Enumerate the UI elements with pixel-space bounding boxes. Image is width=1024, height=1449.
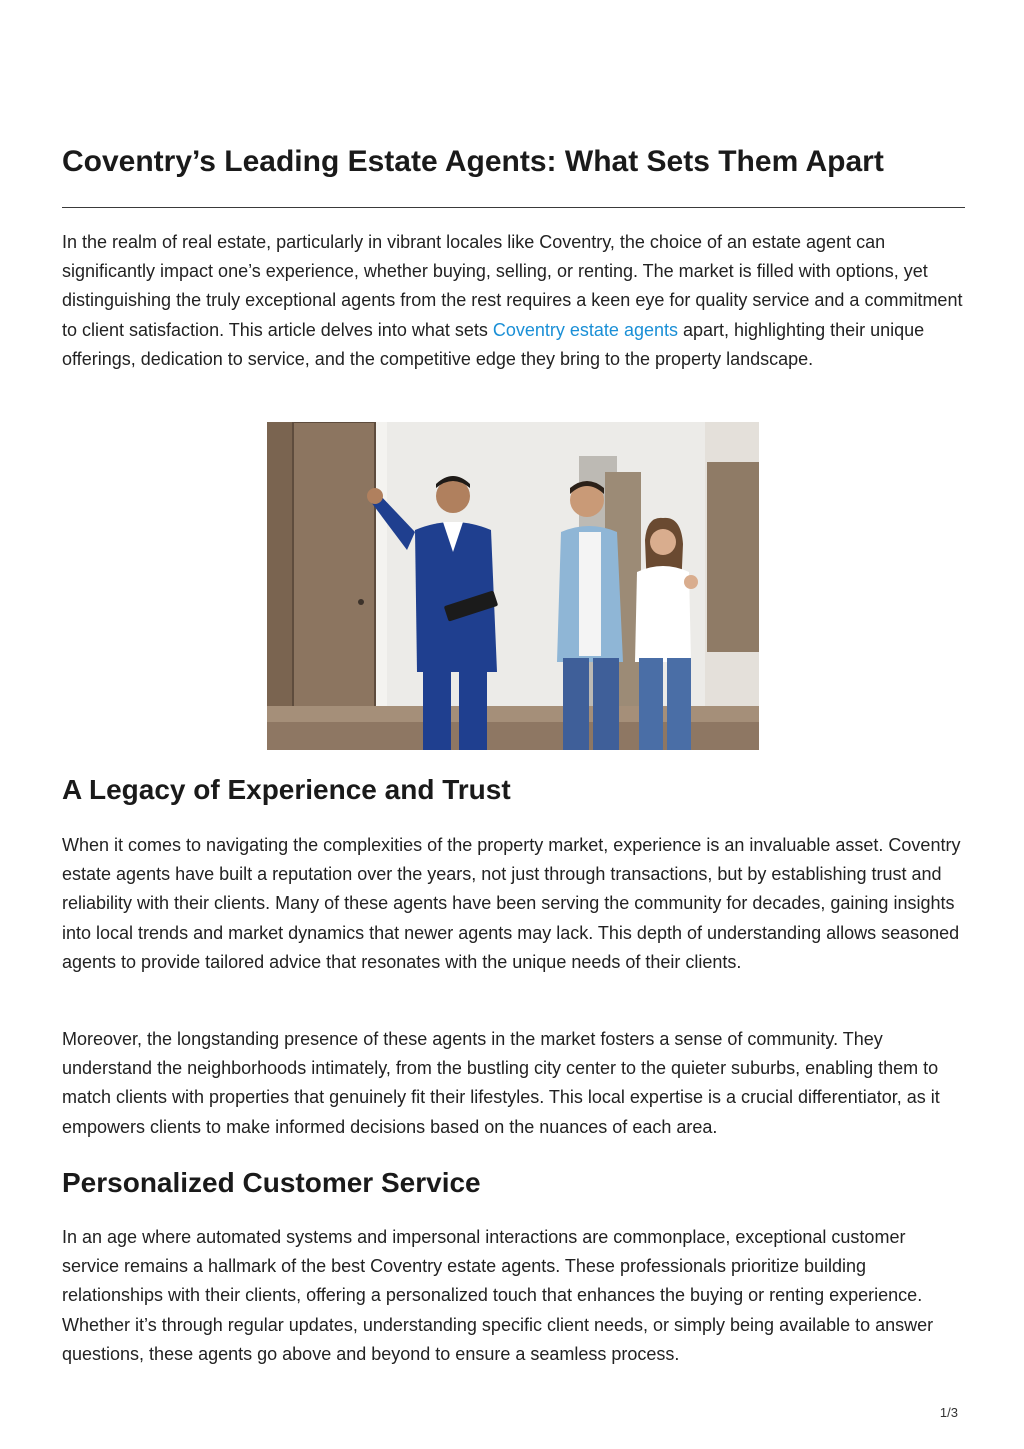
section-paragraph: When it comes to navigating the complexities of the property market, experience is an invaluable asset. Coventry estate agents have built a reputation over the years, not just through transactions, but by establishing trust and reliability with their clients. Many of these agents have been serving the community for decades, gaining insights into local trends and market dynamics that newer agents may lack. This depth of understanding allows seasoned agents to provide tailored advice that resonates with the unique needs of their clients. bbox=[62, 835, 961, 972]
intro-paragraph bbox=[62, 228, 965, 374]
title-divider bbox=[62, 207, 965, 208]
section-heading-service: Personalized Customer Service bbox=[62, 1167, 481, 1198]
page-title: Coventry’s Leading Estate Agents: What Sets Them Apart bbox=[62, 145, 884, 178]
section-paragraph: Moreover, the longstanding presence of these agents in the market fosters a sense of community. They understand the neighborhoods intimately, from the bustling city center to the quieter suburbs, enabling them to match clients with properties that genuinely fit their lifestyles. This local expertise is a crucial differentiator, as it empowers clients to make informed decisions based on the nuances of each area. bbox=[62, 1029, 940, 1137]
intro-text-before: In the realm of real estate, particularly in vibrant locales like Coventry, the choice of an estate agent can significantly impact one’s experience, whether buying, selling, or renting. The market is filled with options, yet distinguishing the truly exceptional agents from the rest requires a keen eye for quality service and a commitment to client satisfaction. This article delves into what sets bbox=[62, 232, 963, 340]
coventry-estate-agents-link[interactable]: Coventry estate agents bbox=[492, 319, 678, 340]
intro-text-after: apart, highlighting their unique offerings, dedication to service, and the competitive edge they bring to the property landscape. bbox=[62, 319, 925, 369]
hero-image bbox=[267, 422, 759, 750]
section-paragraph: In an age where automated systems and impersonal interactions are commonplace, exceptional customer service remains a hallmark of the best Coventry estate agents. These professionals prioritize building relationships with their clients, offering a personalized touch that enhances the buying or renting experience. Whether it’s through regular updates, understanding specific client needs, or simply being available to answer questions, these agents go above and beyond to ensure a seamless process. bbox=[62, 1227, 934, 1364]
page-number: 1/3 bbox=[939, 1405, 958, 1420]
section-heading-experience: A Legacy of Experience and Trust bbox=[62, 774, 511, 805]
